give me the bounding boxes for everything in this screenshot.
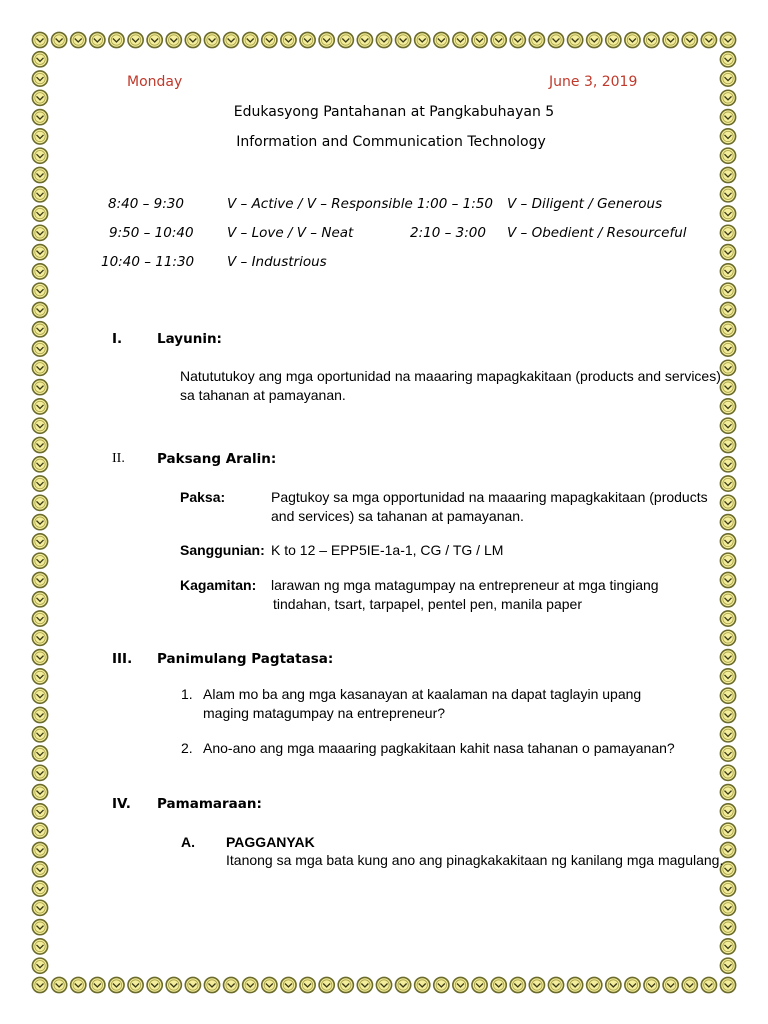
clock-icon (32, 572, 47, 587)
section-number: II. (112, 451, 125, 466)
clock-icon (262, 32, 277, 47)
clock-icon (32, 553, 47, 568)
clock-icon (319, 32, 334, 47)
clock-icon (720, 341, 735, 356)
schedule-values: V – Diligent / Generous (507, 196, 663, 212)
clock-icon (90, 32, 105, 47)
section-title: Pamamaraan: (157, 796, 262, 812)
clock-icon (32, 977, 47, 992)
paksa-text: and services) sa tahanan at pamayanan. (271, 508, 524, 524)
clock-icon (606, 32, 621, 47)
clock-icon (338, 32, 353, 47)
clock-icon (32, 225, 47, 240)
clock-icon (453, 977, 468, 992)
clock-icon (720, 688, 735, 703)
clock-icon (300, 32, 315, 47)
clock-icon (52, 977, 67, 992)
clock-icon (720, 592, 735, 607)
clock-icon (720, 823, 735, 838)
clock-icon (396, 977, 411, 992)
clock-icon (720, 399, 735, 414)
schedule-time: 8:40 – 9:30 (108, 196, 184, 212)
clock-icon (32, 187, 47, 202)
clock-icon (472, 977, 487, 992)
question-text: Ano-ano ang mga maaaring pagkakitaan kahit nasa tahanan o pamayanan? (203, 740, 675, 756)
schedule-time: 1:00 – 1:50 (417, 196, 493, 212)
clock-icon (720, 515, 735, 530)
clock-icon (720, 630, 735, 645)
schedule-values: V – Active / V – Responsible (227, 196, 413, 212)
paksa-text: Pagtukoy sa mga opportunidad na maaaring mapagkakitaan (products (271, 489, 708, 505)
schedule-time: 9:50 – 10:40 (109, 225, 194, 241)
clock-icon (166, 977, 181, 992)
clock-icon (52, 32, 67, 47)
clock-icon (128, 977, 143, 992)
clock-icon (32, 611, 47, 626)
subject-title: Edukasyong Pantahanan at Pangkabuhayan 5 (233, 104, 555, 120)
clock-icon (319, 977, 334, 992)
clock-icon (32, 785, 47, 800)
clock-icon (32, 341, 47, 356)
clock-icon (720, 553, 735, 568)
clock-icon (32, 881, 47, 896)
question-number: 2. (181, 740, 193, 756)
clock-icon (720, 650, 735, 665)
clock-icon (529, 977, 544, 992)
section-title: Layunin: (157, 331, 222, 347)
clock-icon (109, 32, 124, 47)
clock-icon (701, 977, 716, 992)
clock-icon (357, 977, 372, 992)
objective-text: sa tahanan at pamayanan. (180, 387, 346, 403)
clock-icon (720, 920, 735, 935)
clock-icon (32, 283, 47, 298)
section-number: IV. (112, 796, 131, 812)
kagamitan-text: tindahan, tsart, tarpapel, pentel pen, manila paper (273, 596, 582, 612)
clock-icon (720, 360, 735, 375)
clock-icon (720, 245, 735, 260)
clock-icon (720, 900, 735, 915)
clock-icon (472, 32, 487, 47)
clock-icon (625, 32, 640, 47)
clock-icon (720, 785, 735, 800)
clock-icon (720, 727, 735, 742)
paksa-label: Paksa: (180, 489, 226, 505)
clock-icon (396, 32, 411, 47)
clock-icon (147, 32, 162, 47)
clock-icon (32, 804, 47, 819)
clock-icon (281, 977, 296, 992)
clock-icon (548, 32, 563, 47)
clock-icon (376, 32, 391, 47)
clock-icon (32, 437, 47, 452)
clock-icon (720, 495, 735, 510)
clock-icon (32, 688, 47, 703)
clock-icon (32, 264, 47, 279)
kagamitan-label: Kagamitan: (180, 577, 257, 593)
kagamitan-text: larawan ng mga matagumpay na entrepreneur at mga tingiang (271, 577, 659, 593)
clock-icon (720, 437, 735, 452)
clock-icon (204, 977, 219, 992)
clock-icon (644, 32, 659, 47)
clock-icon (32, 727, 47, 742)
clock-icon (376, 977, 391, 992)
clock-icon (434, 32, 449, 47)
clock-icon (32, 380, 47, 395)
clock-icon (720, 322, 735, 337)
clock-icon (32, 457, 47, 472)
clock-icon (720, 881, 735, 896)
clock-icon (32, 900, 47, 915)
clock-icon (663, 32, 678, 47)
clock-icon (243, 977, 258, 992)
clock-icon (720, 32, 735, 47)
clock-icon (625, 977, 640, 992)
clock-icon (720, 707, 735, 722)
clock-icon (32, 245, 47, 260)
clock-icon (262, 977, 277, 992)
clock-icon (720, 283, 735, 298)
clock-icon (224, 32, 239, 47)
clock-icon (720, 804, 735, 819)
clock-icon (663, 977, 678, 992)
clock-icon (491, 977, 506, 992)
clock-icon (32, 52, 47, 67)
clock-icon (32, 476, 47, 491)
clock-icon (568, 977, 583, 992)
clock-icon (720, 148, 735, 163)
clock-icon (720, 765, 735, 780)
clock-icon (32, 823, 47, 838)
clock-icon (71, 977, 86, 992)
clock-icon (357, 32, 372, 47)
schedule-values: V – Obedient / Resourceful (507, 225, 687, 241)
clock-icon (32, 206, 47, 221)
clock-icon (32, 360, 47, 375)
question-text: Alam mo ba ang mga kasanayan at kaalaman na dapat taglayin upang (203, 686, 642, 702)
clock-icon (434, 977, 449, 992)
clock-icon (32, 746, 47, 761)
clock-icon (720, 977, 735, 992)
clock-icon (720, 206, 735, 221)
schedule-time: 10:40 – 11:30 (101, 254, 195, 270)
clock-icon (32, 650, 47, 665)
clock-icon (243, 32, 258, 47)
clock-icon (548, 977, 563, 992)
clock-icon (281, 32, 296, 47)
clock-icon (720, 225, 735, 240)
clock-icon (510, 977, 525, 992)
section-title: Panimulang Pagtatasa: (157, 651, 334, 667)
clock-icon (720, 572, 735, 587)
clock-icon (415, 32, 430, 47)
clock-icon (415, 977, 430, 992)
clock-icon (71, 32, 86, 47)
schedule-time: 2:10 – 3:00 (410, 225, 486, 241)
clock-icon (720, 746, 735, 761)
section-number: III. (112, 651, 133, 667)
clock-icon (32, 920, 47, 935)
clock-icon (32, 765, 47, 780)
clock-icon (128, 32, 143, 47)
clock-icon (720, 167, 735, 182)
clock-icon (720, 264, 735, 279)
schedule-values: V – Love / V – Neat (227, 225, 354, 241)
clock-icon (453, 32, 468, 47)
clock-icon (32, 148, 47, 163)
clock-icon (32, 534, 47, 549)
clock-icon (720, 380, 735, 395)
clock-icon (32, 302, 47, 317)
clock-icon (720, 476, 735, 491)
clock-icon (682, 32, 697, 47)
clock-icon (491, 32, 506, 47)
clock-icon (568, 32, 583, 47)
clock-icon (32, 32, 47, 47)
clock-icon (720, 669, 735, 684)
section-title: Paksang Aralin: (157, 451, 277, 467)
clock-icon (701, 32, 716, 47)
clock-icon (185, 32, 200, 47)
clock-icon (32, 515, 47, 530)
clock-icon (510, 32, 525, 47)
clock-icon (32, 958, 47, 973)
clock-icon (90, 977, 105, 992)
clock-icon (720, 457, 735, 472)
question-number: 1. (181, 686, 193, 702)
sanggunian-label: Sanggunian: (180, 542, 265, 558)
objective-text: Natututukoy ang mga oportunidad na maaaring mapagkakitaan (products and services) (180, 368, 721, 384)
sanggunian-text: K to 12 – EPP5IE-1a-1, CG / TG / LM (271, 542, 504, 558)
clock-icon (587, 32, 602, 47)
clock-icon (587, 977, 602, 992)
clock-icon (300, 977, 315, 992)
clock-icon (224, 977, 239, 992)
subsection-title: PAGGANYAK (226, 834, 315, 850)
clock-icon (529, 32, 544, 47)
clock-icon (32, 862, 47, 877)
clock-icon (720, 71, 735, 86)
clock-icon (720, 187, 735, 202)
schedule-values: V – Industrious (227, 254, 327, 270)
clock-icon (682, 977, 697, 992)
day-label: Monday (127, 74, 183, 90)
clock-icon (32, 669, 47, 684)
clock-icon (720, 418, 735, 433)
clock-icon (32, 167, 47, 182)
subsection-letter: A. (181, 834, 195, 850)
clock-icon (32, 630, 47, 645)
clock-icon (606, 977, 621, 992)
clock-icon (720, 52, 735, 67)
clock-icon (720, 302, 735, 317)
clock-icon (32, 495, 47, 510)
clock-icon (644, 977, 659, 992)
clock-icon (32, 707, 47, 722)
clock-icon (32, 592, 47, 607)
clock-icon (32, 322, 47, 337)
date-label: June 3, 2019 (549, 74, 638, 90)
clock-icon (338, 977, 353, 992)
section-number: I. (112, 331, 123, 347)
question-text: maging matagumpay na entrepreneur? (203, 705, 446, 721)
topic-title: Information and Communication Technology (236, 134, 546, 150)
clock-icon (32, 71, 47, 86)
clock-icon (720, 939, 735, 954)
clock-icon (32, 418, 47, 433)
clock-icon (109, 977, 124, 992)
clock-icon (185, 977, 200, 992)
clock-icon (147, 977, 162, 992)
clock-icon (720, 611, 735, 626)
activity-text: Itanong sa mga bata kung ano ang pinagkakakitaan ng kanilang mga magulang. (226, 852, 724, 868)
clock-icon (720, 958, 735, 973)
clock-icon (204, 32, 219, 47)
clock-icon (32, 939, 47, 954)
clock-icon (720, 534, 735, 549)
clock-icon (166, 32, 181, 47)
clock-icon (32, 399, 47, 414)
clock-icon (32, 842, 47, 857)
